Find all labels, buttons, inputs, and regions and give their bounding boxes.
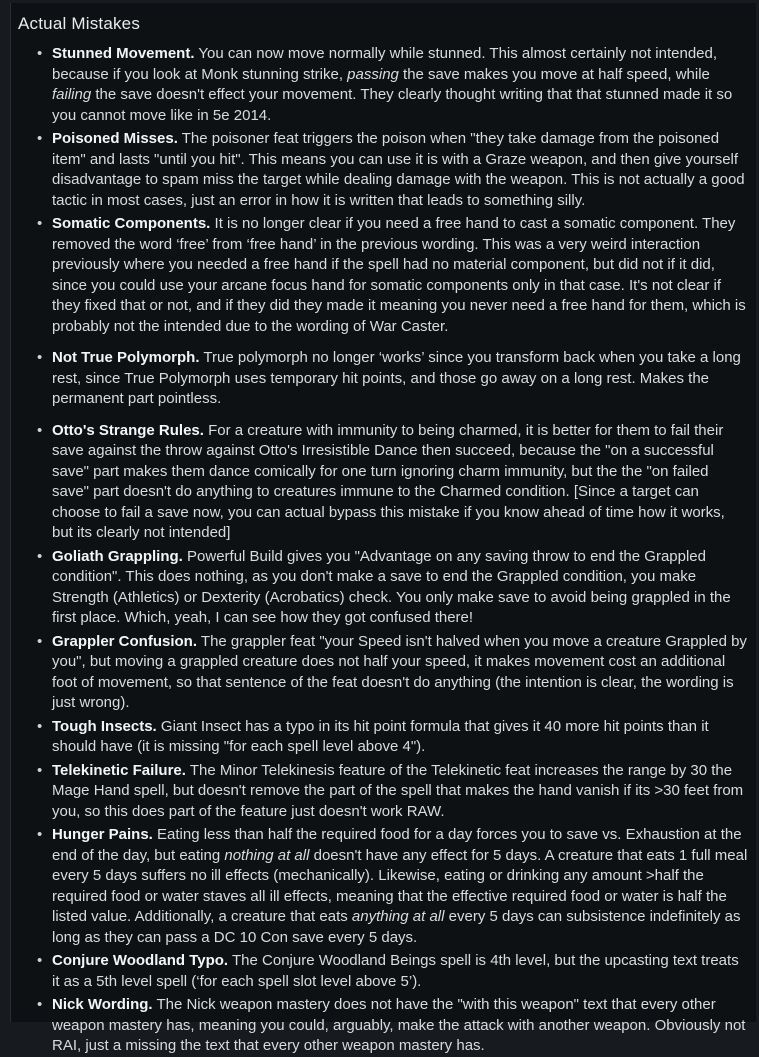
- item-lead-bold: Somatic Components.: [52, 215, 210, 232]
- item-italic-text: nothing at all: [224, 847, 309, 864]
- item-text: For a creature with immunity to being charmed, it is better for them to fail their save against the throw against Otto's Irresistible Dance then succeed, because the "on a successful save" part makes them dance comically for one turn ignoring charm immunity, but the the "on failed save" part doesn't do anything to creatures immune to the Charmed condition. [Since a target can choose to fail a save now, you can actual bypass this mistake if you know ahead of time how it works, but its clearly not intended]: [52, 422, 725, 542]
- item-italic-text: anything at all: [352, 908, 445, 925]
- item-lead-bold: Grappler Confusion.: [52, 633, 197, 650]
- item-text: It is no longer clear if you need a free hand to cast a somatic component. They removed the word ‘free’ from ‘free hand’ in the previous wording. This was a very weird interaction previously where you needed a free hand if the spell had no material component, but did not if it did, since you could use your arcane focus hand for somatic components only in that case. It's not clear if they fixed that or not, and if they did they made it meaning you never need a free hand for them, which is probably not the intended due to the wording of War Caster.: [52, 215, 746, 335]
- list-item: [52, 348, 748, 410]
- list-group: [18, 44, 748, 337]
- item-text: Giant Insect has a typo in its hit point formula that gives it 40 more hit points than it should have (it is missing "for each spell level above 4").: [52, 718, 709, 756]
- list-item: [52, 547, 748, 629]
- mistakes-list: [18, 44, 748, 1057]
- item-text: True polymorph no longer ‘works’ since you transform back when you take a long rest, since True Polymorph uses temporary hit points, and those go away on a long rest. Makes the permanent part pointless.: [52, 349, 741, 407]
- list-item: [52, 995, 748, 1057]
- item-lead-bold: Conjure Woodland Typo.: [52, 952, 228, 969]
- item-text: The grappler feat "your Speed isn't halved when you move a creature Grappled by you", but moving a grappled creature does not half your speed, it makes movement cost an additional foot of movement, so that sentence of the feat doesn't do anything (the intention is clear, the wording is just wrong).: [52, 633, 747, 712]
- list-group: [18, 348, 748, 410]
- item-lead-bold: Hunger Pains.: [52, 826, 153, 843]
- item-italic-text: passing: [347, 66, 399, 83]
- item-lead-bold: Tough Insects.: [52, 718, 157, 735]
- item-text: The poisoner feat triggers the poison when "they take damage from the poisoned item" and lasts "until you hit". This means you can use it is with a Graze weapon, and then give yourself disadvantage to spam miss the target while dealing damage with the weapon. This is not actually a good tactic in most cases, just an error in how it is written that leads to something silly.: [52, 130, 745, 209]
- item-lead-bold: Telekinetic Failure.: [52, 762, 186, 779]
- page-title: Actual Mistakes: [18, 11, 748, 36]
- list-group: [18, 421, 748, 1057]
- item-lead-bold: Stunned Movement.: [52, 45, 195, 62]
- item-text: You can now move normally while stunned. This almost certainly not intended, because if you look at Monk stunning strike,: [52, 45, 717, 83]
- item-lead-bold: Goliath Grappling.: [52, 548, 183, 565]
- item-lead-bold: Poisoned Misses.: [52, 130, 178, 147]
- list-item: [52, 129, 748, 211]
- item-text: The Minor Telekinesis feature of the Telekinetic feat increases the range by 30 the Mage Hand spell, but doesn't remove the part of the spell that makes the hand vanish if its >30 feet from you, so this does part of the feature just doesn't work RAW.: [52, 762, 743, 820]
- item-text: The Nick weapon mastery does not have the "with this weapon" text that every other weapon mastery has, meaning you could, arguably, make the attack with another weapon. Obviously not RAI, just a missing the text that every other weapon mastery has.: [52, 996, 745, 1054]
- list-item: [52, 421, 748, 544]
- item-italic-text: failing: [52, 86, 91, 103]
- list-item: [52, 761, 748, 823]
- list-item: [52, 632, 748, 714]
- item-text: doesn't have any effect for 5 days. A creature that eats 1 full meal every 5 days suffers no ill effects (mechanically). Likewise, eating or drinking any amount >half the required food or water staves all ill effects, meaning that the effective required food or water is half the listed value. Additionally, a creature that eats: [52, 847, 747, 926]
- item-lead-bold: Nick Wording.: [52, 996, 153, 1013]
- post-body: [10, 3, 756, 1022]
- list-item: [52, 44, 748, 126]
- item-text: Eating less than half the required food for a day forces you to save vs. Exhaustion at the end of the day, but eating: [52, 826, 742, 864]
- list-item: [52, 951, 748, 992]
- item-lead-bold: Not True Polymorph.: [52, 349, 200, 366]
- item-text: Powerful Build gives you "Advantage on any saving throw to end the Grappled condition". This does nothing, as you don't make a save to end the Grappled condition, you make Strength (Athletics) or Dexterity (Acrobatics) check. You only make save to avoid being grappled in the first place. Which, yeah, I can see how they got confused there!: [52, 548, 731, 627]
- item-text: every 5 days can subsistence indefinitely as long as they can pass a DC 10 Con save every 5 days.: [52, 908, 740, 946]
- item-text: the save makes you move at half speed, while: [399, 66, 710, 83]
- list-item: [52, 214, 748, 337]
- item-text: The Conjure Woodland Beings spell is 4th level, but the upcasting text treats it as a 5th level spell (‘for each spell slot level above 5’).: [52, 952, 739, 990]
- item-text: the save doesn't effect your movement. They clearly thought writing that that stunned made it so you cannot move like in 5e 2014.: [52, 86, 732, 124]
- item-lead-bold: Otto's Strange Rules.: [52, 422, 204, 439]
- list-item: [52, 717, 748, 758]
- list-item: [52, 825, 748, 948]
